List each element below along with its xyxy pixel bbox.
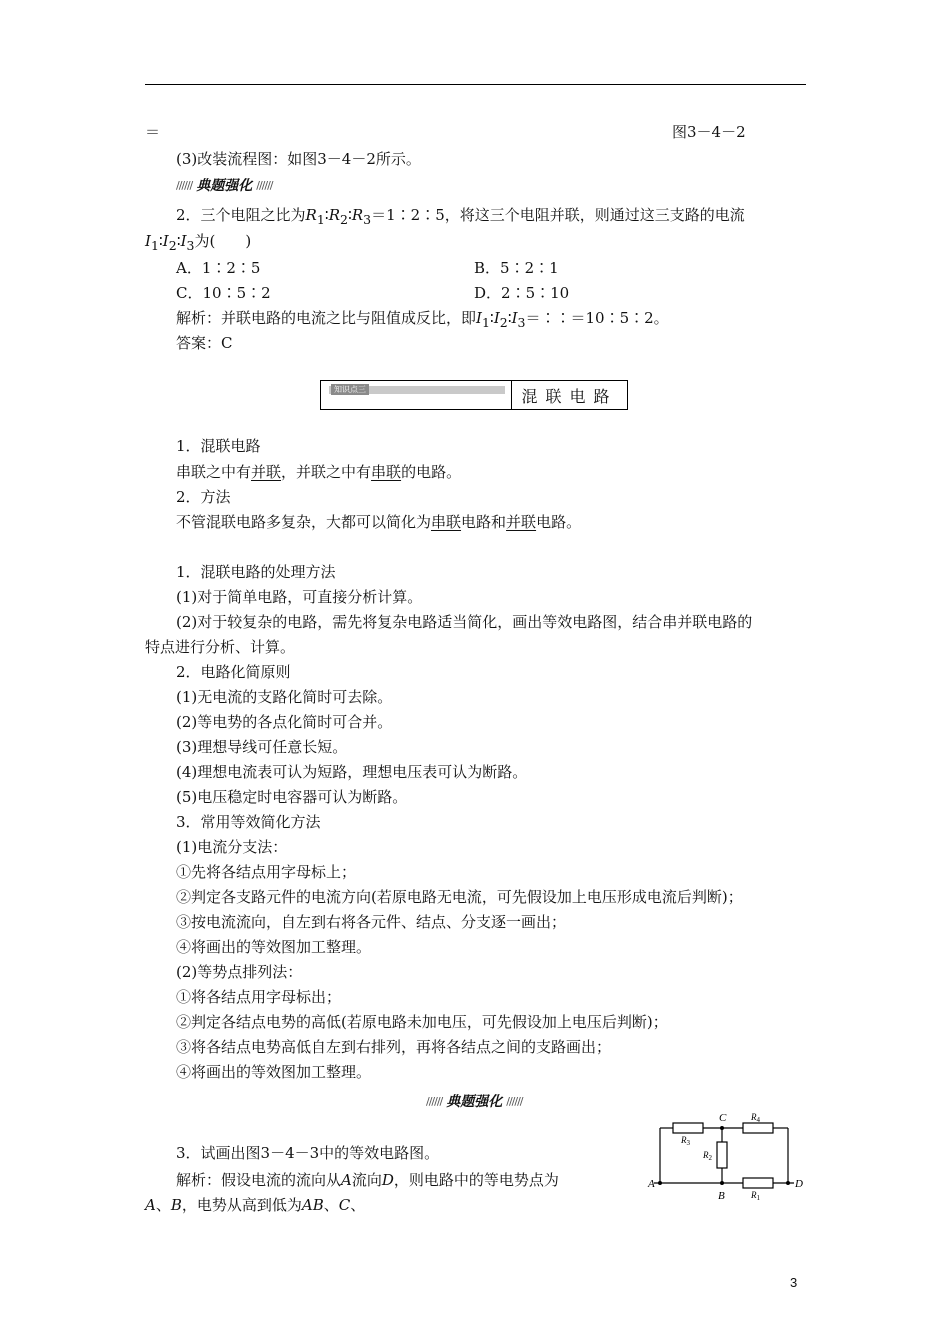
text-line: (1)无电流的支路化简时可去除。 [176, 688, 393, 706]
page-number: 3 [790, 1275, 798, 1290]
option-c: C．10∶5∶2 [176, 284, 271, 302]
text-line: 1．混联电路的处理方法 [176, 563, 336, 581]
resistor-r1 [743, 1178, 773, 1188]
knowledge-tag [329, 386, 505, 394]
figure-label: 图3－4－2 [672, 123, 746, 141]
text-line: (2)等电势的各点化简时可合并。 [176, 713, 393, 731]
circuit-diagram [640, 1110, 810, 1205]
node-b [720, 1181, 724, 1185]
text-line: 3．常用等效简化方法 [176, 813, 321, 831]
knowledge-tag-label: 知识点三 [331, 384, 369, 395]
text-line: ①先将各结点用字母标上； [176, 863, 357, 881]
question-2-line1: 2．三个电阻之比为$R_1∶R_2∶R_3=1∶2∶5$，将这三个电阻并联，则通过这三支路的电流 [176, 206, 745, 227]
answer: 答案：C [176, 334, 233, 352]
heading: 1．混联电路 [176, 437, 261, 455]
paragraph: (3)改装流程图：如图3－4－2所示。 [176, 150, 421, 168]
text-line: ③按电流流向，自左到右将各元件、结点、分支逐一画出； [176, 913, 567, 931]
label-r3: $R_3$ [681, 1135, 690, 1147]
knowledge-title: 混联电路 [521, 386, 618, 406]
heading: 2．方法 [176, 488, 231, 506]
text-line: (5)电压稳定时电容器可认为断路。 [176, 788, 408, 806]
question-3-line2: 解析：假设电流的流向从A流向D，则电路中的等电势点为 [176, 1171, 559, 1189]
text-line: (2)对于较复杂的电路，需先将复杂电路适当简化，画出等效电路图，结合串并联电路的 [176, 613, 753, 631]
text-line: (1)对于简单电路，可直接分析计算。 [176, 588, 423, 606]
node-c [720, 1126, 724, 1130]
text-line: (4)理想电流表可认为短路，理想电压表可认为断路。 [176, 763, 528, 781]
decor-slashes: ////// [426, 1094, 443, 1108]
text-line: ④将画出的等效图加工整理。 [176, 938, 372, 956]
section-banner [426, 1092, 523, 1110]
resistor-r3 [673, 1123, 703, 1133]
banner-title: 典题强化 [196, 178, 253, 194]
knowledge-point-box [320, 380, 628, 410]
question-3-line3: A、B，电势从高到低为AB、C、 [145, 1196, 366, 1214]
label-r4: $R_4$ [751, 1112, 760, 1124]
question-3-line1: 3．试画出图3－4－3中的等效电路图。 [176, 1144, 440, 1162]
resistor-r4 [743, 1123, 773, 1133]
decor-slashes: ////// [256, 178, 273, 192]
label-c: C [719, 1112, 727, 1124]
text-line: ②判定各结点电势的高低(若原电路未加电压，可先假设加上电压后判断)； [176, 1013, 668, 1031]
label-a: A [648, 1178, 655, 1190]
text-line: (2)等势点排列法： [176, 963, 303, 981]
banner-title: 典题强化 [446, 1094, 503, 1110]
text-line: ①将各结点用字母标出； [176, 988, 342, 1006]
text-line: ②判定各支路元件的电流方向(若原电路无电流，可先假设加上电压形成电流后判断)； [176, 888, 743, 906]
paragraph: 不管混联电路多复杂，大都可以简化为串联电路和并联电路。 [176, 513, 582, 531]
resistor-r2 [717, 1142, 727, 1168]
option-d: D．2∶5∶10 [474, 284, 570, 302]
text-line: (3)理想导线可任意长短。 [176, 738, 348, 756]
node-a [658, 1181, 662, 1185]
header-rule [145, 84, 806, 85]
label-b: B [718, 1190, 725, 1202]
text-line: (1)电流分支法： [176, 838, 288, 856]
node-d [786, 1181, 790, 1185]
text-line: 2．电路化简原则 [176, 663, 291, 681]
question-2-line2: $I_1∶I_2∶I_3$为( ) [145, 232, 252, 253]
label-d: D [795, 1178, 803, 1190]
decor-slashes: ////// [506, 1094, 523, 1108]
knowledge-tag-area [321, 381, 512, 409]
label-r2: $R_2$ [703, 1150, 712, 1162]
equals-sign: ＝ [145, 123, 161, 141]
section-banner [176, 176, 273, 194]
decor-slashes: ////// [176, 178, 193, 192]
paragraph: 串联之中有并联，并联之中有串联的电路。 [176, 463, 462, 481]
option-b: B．5∶2∶1 [474, 259, 559, 277]
label-r1: $R_1$ [751, 1190, 760, 1202]
option-a: A．1∶2∶5 [176, 259, 261, 277]
text-line: ③将各结点电势高低自左到右排列，再将各结点之间的支路画出； [176, 1038, 612, 1056]
analysis: 解析：并联电路的电流之比与阻值成反比，即$I_1∶I_2∶I_3=∶∶=10∶5∶2$。 [176, 309, 669, 330]
text-line: 特点进行分析、计算。 [145, 638, 296, 656]
text-line: ④将画出的等效图加工整理。 [176, 1063, 372, 1081]
